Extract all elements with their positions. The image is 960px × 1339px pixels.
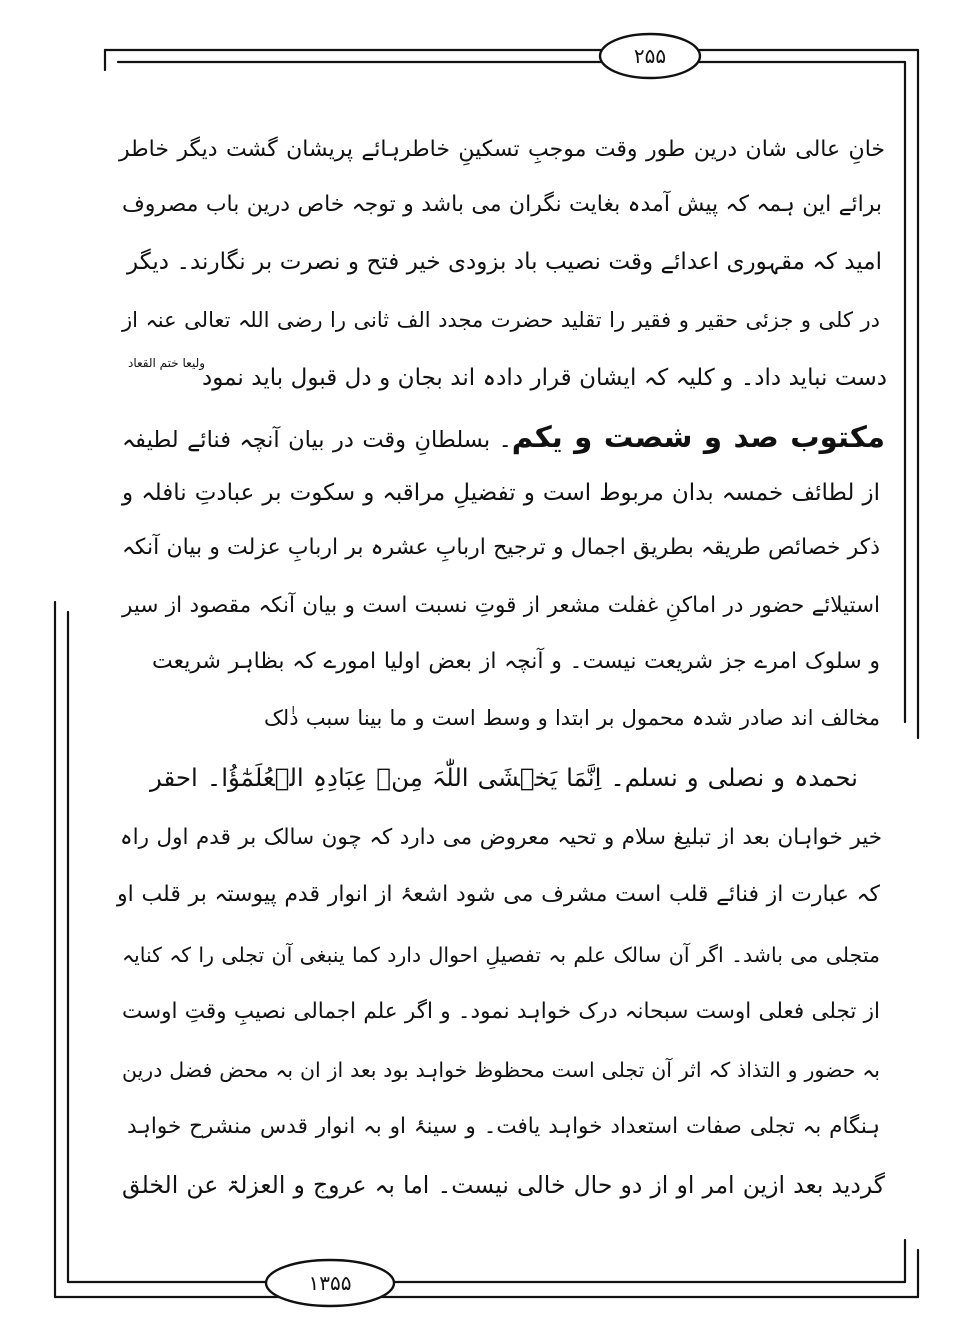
line-text: در کلی و جزئی حقیر و فقیر را تقلید حضرت مجدد الف ثانی را رضی اللہ تعالی عنہ از [122,308,880,332]
text-line-10 [150,637,880,687]
letter-heading-line [120,412,885,462]
line-text: متجلی می باشد۔ اگر آن سالک علم بہ تفصیلِ احوال دارد کما ینبغی آن تجلی را کہ کنایہ [122,943,880,967]
line-text: ہنگام بہ تجلی صفات استعداد خواہد یافت۔ و سینۂ او بہ انوار قدس منشرح خواہد [127,1114,880,1139]
text-line-2 [120,180,882,230]
line-text: از تجلی فعلی اوست سبحانہ درک خواہد نمود۔ و اگر علم اجمالی نصیبِ وقتِ اوست [122,999,880,1024]
line-text: ذکر خصائص طریقہ بطریق اجمال و ترجیح اربابِ عشرہ بر اربابِ عزلت و بیان آنکہ [122,535,880,560]
text-line-11 [262,693,880,743]
text-line-4 [120,295,880,345]
line-text: استیلائے حضور در اماکنِ غفلت مشعر از قوتِ نسبت است و بیان آنکہ مقصود از سیر [122,593,880,618]
line-text: گردید بعد ازین امر او از دو حال خالی نیست۔ اما بہ عروج و العزلۃ عن الخلق [122,1171,885,1199]
line-text: و سلوک امرے جز شریعت نیست۔ و آنچہ از بعض اولیا امورے کہ بظاہر شریعت [152,649,880,674]
text-line-12 [148,753,858,803]
line-text: خیر خواہان بعد از تبلیغ سلام و تحیہ معروض می دارد کہ چون سالک بر قدم اول راہ [120,825,882,850]
text-line-17 [120,1045,880,1095]
line-text: کہ عبارت از فنائے قلب است مشرف می شود اشعۂ از انوار قدم پیوستہ بر قلب او [117,882,880,907]
line-text: نحمدہ و نصلی و نسلم۔ اِنَّمَا یَخۡشَی اللّٰہَ مِنۡ عِبَادِہِ الۡعُلَمٰٓؤُا۔ احقر [150,763,858,792]
text-line-18 [125,1102,880,1152]
text-line-8 [120,523,880,573]
bottom-page-number: ۱۳۵۵ [308,1271,352,1295]
line-text: برائے این ہمہ کہ پیش آمدہ بغایت نگران می باشد و توجہ خاص درین باب مصروف [122,192,882,217]
text-line-5 [200,353,887,403]
text-line-16 [120,987,880,1037]
text-line-14 [115,870,880,920]
text-line-7 [120,468,880,518]
line-text: مخالف اند صادر شدہ محمول بر ابتدا و وسط است و ما بینا سبب ذٰلک [264,706,880,730]
line-text: خانِ عالی شان درین طور وقت موجبِ تسکینِ خاطرہائے پریشان گشت دیگر خاطر [119,137,885,162]
text-line-15 [120,930,880,980]
line-text: امید کہ مقہوری اعدائے وقت نصیب باد بزودی خیر فتح و نصرت بر نگارند۔ دیگر [127,249,882,275]
letter-heading-subtitle: ۔ بسلطانِ وقت در بیان آنچہ فنائے لطیفہ [122,427,512,453]
line-text: از لطائف خمسہ بدان مربوط است و تفضیلِ مراقبہ و سکوت بر عبادتِ نافلہ و [122,480,880,506]
line-text: دست نباید داد۔ و کلیہ کہ ایشان قرار دادہ اند بجان و دل قبول باید نمود [202,365,887,391]
letter-heading-title: مکتوب صد و شصت و یکم [511,420,885,454]
text-line-19 [120,1160,885,1210]
marginal-note: ولیعا ختم القعاد [128,356,206,370]
top-page-number: ۲۵۵ [633,44,667,68]
text-line-13 [118,813,882,863]
line-text: بہ حضور و التذاذ کہ اثر آن تجلی است محظوظ خواہد بود بعد از ان بہ محض فضل درین [122,1058,880,1082]
text-line-9 [120,581,880,631]
text-line-1 [117,125,885,175]
text-line-3 [125,237,882,287]
